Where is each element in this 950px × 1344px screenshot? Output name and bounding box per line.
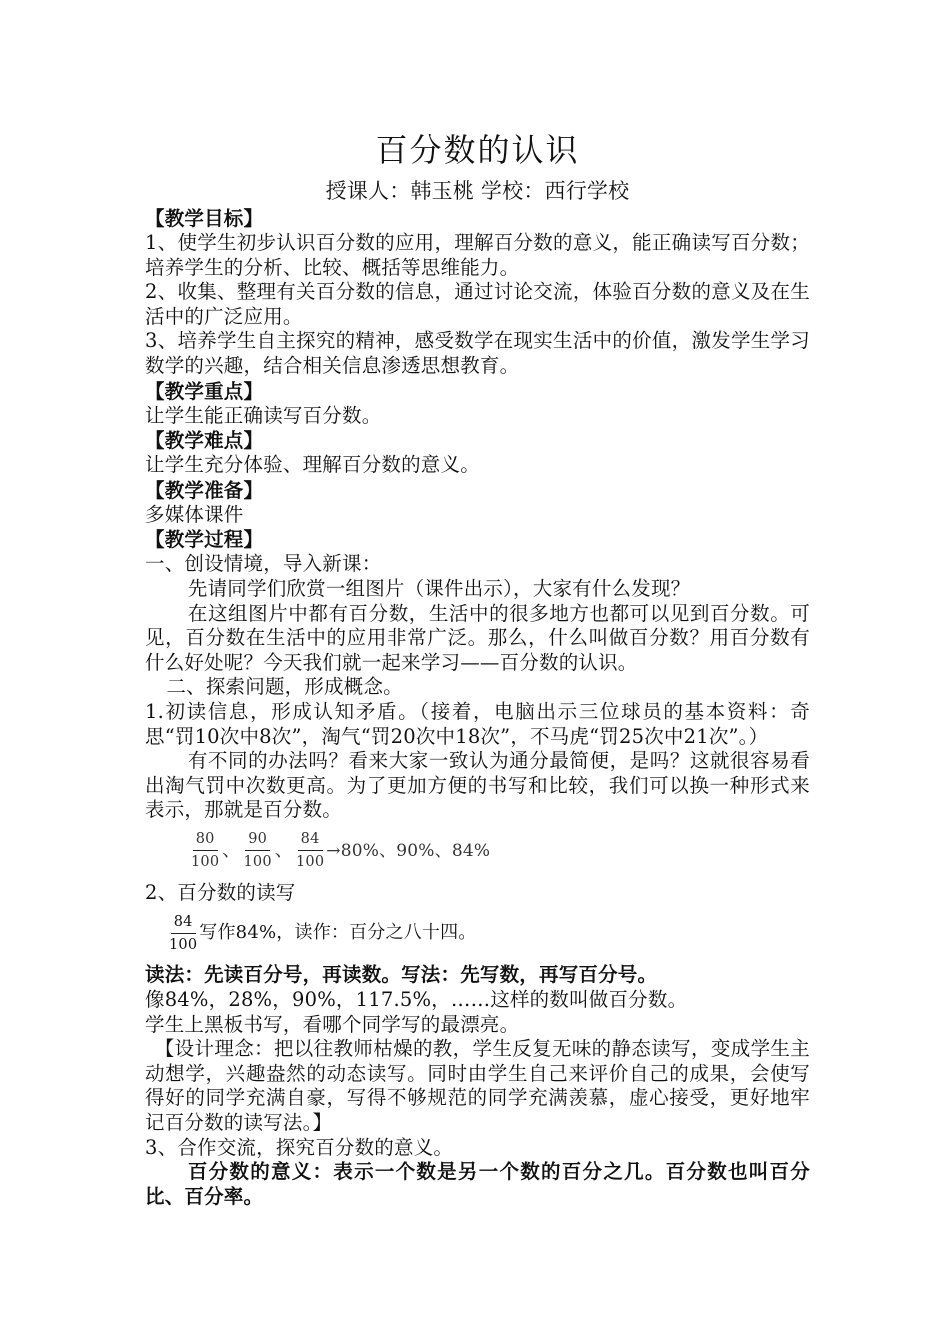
- read-fraction-denominator: 100: [169, 936, 198, 953]
- difficult-text: 让学生充分体验、理解百分数的意义。: [145, 453, 480, 477]
- heading-goal: 【教学目标】: [145, 207, 264, 230]
- fraction-3-denominator: 100: [295, 854, 325, 871]
- read-fraction-numerator: 84: [171, 913, 196, 934]
- fraction-2: [243, 830, 271, 871]
- prep-text: 多媒体课件: [145, 502, 244, 526]
- step1-para-2: 在这组图片中都有百分数，生活中的很多地方也都可以见到百分数。可见，百分数在生活中的应用非常广泛。那么，什么叫做百分数？用百分数有什么好处呢？今天我们就一起来学习——百分数的认识。: [145, 601, 810, 674]
- doc-title: 百分数的认识: [375, 131, 580, 169]
- fraction-separator: 、: [222, 839, 241, 861]
- heading-prep: 【教学准备】: [145, 478, 264, 502]
- examples-text: 像84%，28%，90%，117.5%，……这样的数叫做百分数。: [145, 988, 688, 1012]
- step2-sub-2: 2、百分数的读写: [145, 880, 296, 904]
- step1-title: 一、创设情境，导入新课：: [145, 552, 382, 576]
- step2-title: 二、探索问题，形成概念。: [166, 675, 403, 699]
- read-write-row: [145, 907, 810, 959]
- fraction-1-denominator: 100: [191, 854, 220, 871]
- fraction-3: [296, 830, 324, 871]
- document-body: [145, 124, 810, 1209]
- read-write-text: 写作84%，读作：百分之八十四。: [199, 922, 477, 944]
- heading-process: 【教学过程】: [145, 528, 264, 552]
- heading-difficult: 【教学难点】: [145, 429, 264, 453]
- fraction-row: [145, 825, 810, 877]
- meaning-text: 百分数的意义：表示一个数是另一个数的百分之几。百分数也叫百分比、百分率。: [145, 1160, 810, 1208]
- step2-para-1: 1.初读信息，形成认知矛盾。（接着，电脑出示三位球员的基本资料：奇思“罚10次中8次”，淘气“罚20次中18次”，不马虎“罚25次中21次”。）: [145, 699, 810, 748]
- key-text: 让学生能正确读写百分数。: [145, 403, 382, 427]
- read-fraction: [169, 913, 197, 954]
- design-note: 【设计理念：把以往教师枯燥的教，学生反复无味的静态读写，变成学生主动想学，兴趣盎然的动态读写。同时由学生自己来评价自己的成果，会使写得好的同学充满自豪，写得不够规范的同学充满羡慕，虚心接受，更好地牢记百分数的读写法。】: [145, 1037, 810, 1135]
- fraction-3-numerator: 84: [298, 830, 323, 851]
- goal-3: 3、培养学生自主探究的精神，感受数学在现实生活中的价值，激发学生学习数学的兴趣，结合相关信息渗透思想教育。: [145, 329, 810, 377]
- step1-para-1: 先请同学们欣赏一组图片（课件出示），大家有什么发现？: [187, 576, 691, 600]
- step2-sub-3: 3、合作交流，探究百分数的意义。: [145, 1135, 454, 1159]
- board-text: 学生上黑板书写，看哪个同学写的最漂亮。: [145, 1012, 520, 1036]
- doc-subtitle: 授课人：韩玉桃 学校：西行学校: [325, 179, 630, 203]
- fraction-separator: 、: [274, 839, 293, 861]
- fraction-2-numerator: 90: [245, 830, 270, 851]
- fraction-1-numerator: 80: [193, 830, 218, 851]
- read-write-rule: 读法：先读百分号，再读数。写法：先写数，再写百分号。: [145, 963, 658, 987]
- heading-key: 【教学重点】: [145, 379, 264, 403]
- goal-1: 1、使学生初步认识百分数的应用，理解百分数的意义，能正确读写百分数；培养学生的分析、比较、概括等思维能力。: [145, 231, 810, 279]
- fraction-1: [191, 830, 219, 871]
- step2-para-2: 有不同的办法吗？看来大家一致认为通分最简便，是吗？这就很容易看出淘气罚中次数更高。为了更加方便的书写和比较，我们可以换一种形式来表示，那就是百分数。: [145, 749, 810, 822]
- fraction-2-denominator: 100: [243, 854, 272, 871]
- goal-2: 2、收集、整理有关百分数的信息，通过讨论交流，体验百分数的意义及在生活中的广泛应用。: [145, 280, 810, 328]
- fraction-result: →80%、90%、84%: [326, 840, 491, 861]
